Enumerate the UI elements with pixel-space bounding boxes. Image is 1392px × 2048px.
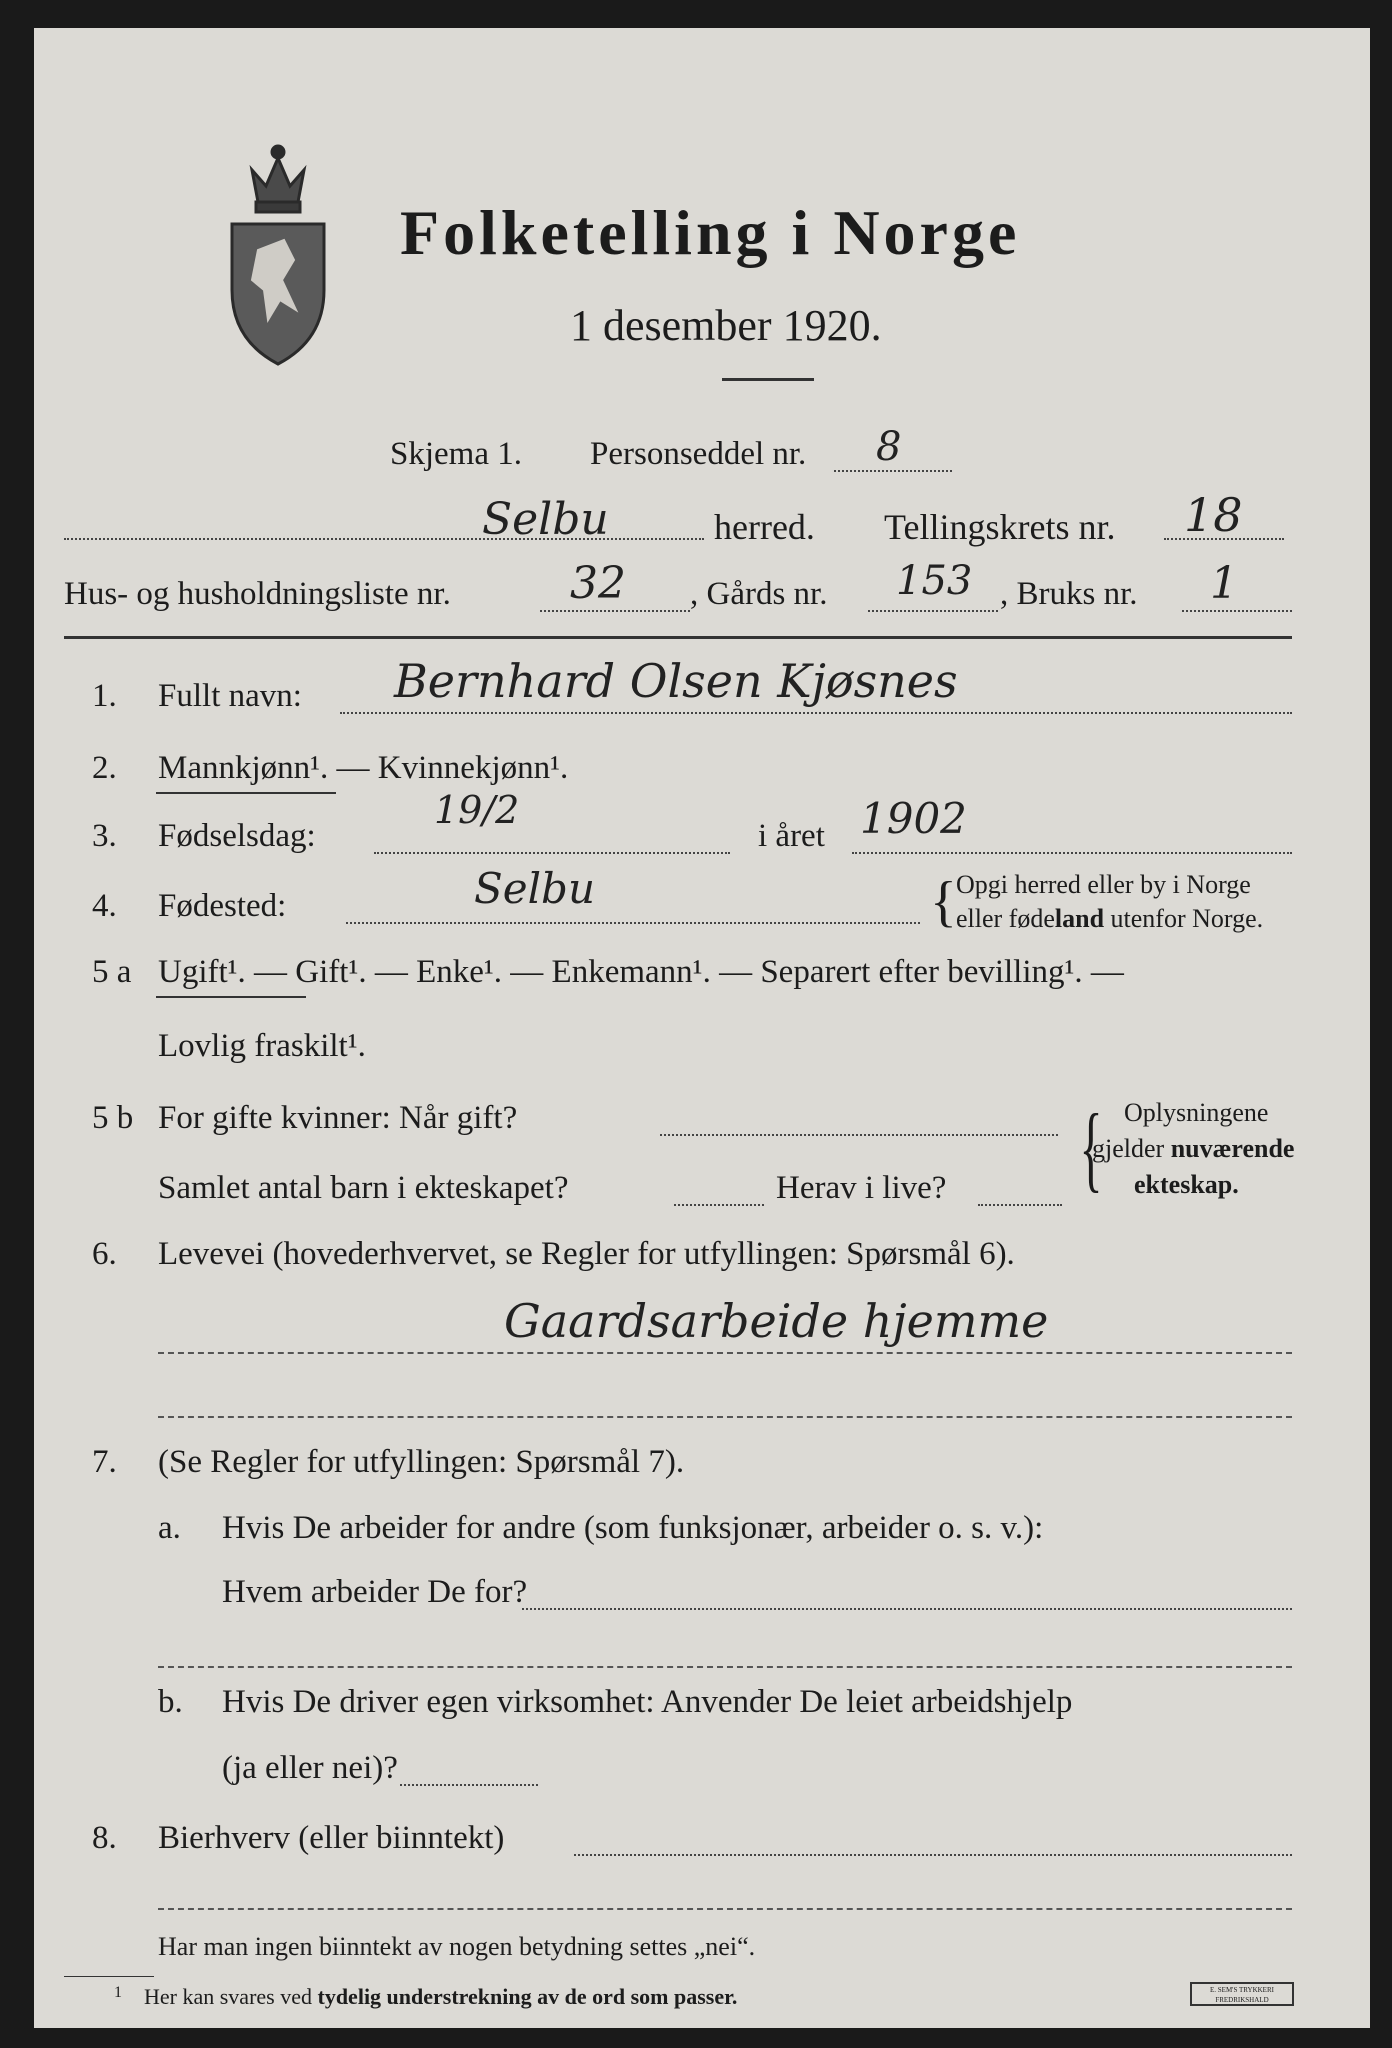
q6-line-1: [158, 1352, 1292, 1354]
q5b-alive-line: [978, 1204, 1062, 1206]
q3-year-label: i året: [758, 818, 825, 854]
footnote-text: Her kan svares ved tydelig understrekning av de ord som passer.: [144, 1984, 738, 2009]
q8-number: 8.: [92, 1820, 117, 1856]
q7a-line1: Hvis De arbeider for andre (som funksjonær, arbeider o. s. v.):: [222, 1510, 1044, 1546]
footnote-divider: [64, 1976, 154, 1977]
q7b-line2: (ja eller nei)?: [222, 1750, 398, 1786]
header-separator: [64, 636, 1292, 639]
coat-of-arms-icon: [224, 140, 332, 368]
q7b-answer-line: [400, 1784, 538, 1786]
q7b-letter: b.: [158, 1684, 183, 1720]
skjema-label: Skjema 1.: [390, 436, 522, 472]
q3-number: 3.: [92, 818, 117, 854]
q5a-line2: Lovlig fraskilt¹.: [158, 1028, 366, 1064]
q2-label: Mannkjønn¹. — Kvinnekjønn¹.: [158, 750, 569, 786]
herred-label: herred.: [714, 507, 815, 547]
q5b-children-label: Samlet antal barn i ekteskapet?: [158, 1170, 569, 1206]
q3-year-line: [852, 852, 1292, 854]
q7-number: 7.: [92, 1444, 117, 1480]
q5a-line1: Ugift¹. — Gift¹. — Enke¹. — Enkemann¹. — Separert efter bevilling¹. —: [158, 954, 1124, 990]
q3-label: Fødselsdag:: [158, 818, 316, 854]
form-title: Folketelling i Norge: [400, 197, 1021, 268]
q7a-letter: a.: [158, 1510, 181, 1546]
q5b-note-3: ekteskap.: [1134, 1170, 1239, 1199]
q4-number: 4.: [92, 888, 117, 924]
q5b-number: 5 b: [92, 1100, 134, 1136]
q5b-alive-label: Herav i live?: [776, 1170, 947, 1206]
q4-line: [346, 922, 920, 924]
q7b-line1: Hvis De driver egen virksomhet: Anvender De leiet arbeidshjelp: [222, 1684, 1073, 1720]
q6-line-2: [158, 1416, 1292, 1418]
q2-underline: [156, 792, 336, 794]
bruks-value[interactable]: 1: [1210, 558, 1238, 609]
q1-number: 1.: [92, 678, 117, 714]
gards-value[interactable]: 153: [896, 558, 973, 604]
gards-line: [868, 610, 998, 612]
tellingskrets-value[interactable]: 18: [1184, 488, 1243, 542]
q4-note-1: Opgi herred eller by i Norge: [956, 870, 1251, 899]
census-form: [34, 28, 1370, 2028]
q5b-when-line: [660, 1134, 1058, 1136]
hus-label: Hus- og husholdningsliste nr.: [64, 576, 451, 612]
q1-label: Fullt navn:: [158, 678, 302, 714]
q3-value[interactable]: 19/2: [434, 788, 520, 832]
bruks-label: , Bruks nr.: [1000, 576, 1138, 612]
q6-label: Levevei (hovederhvervet, se Regler for utfyllingen: Spørsmål 6).: [158, 1236, 1015, 1272]
personseddel-line: [834, 470, 952, 472]
q5a-number: 5 a: [92, 954, 132, 990]
q5b-children-line: [674, 1204, 764, 1206]
hus-value[interactable]: 32: [570, 558, 626, 609]
q1-value[interactable]: Bernhard Olsen Kjøsnes: [394, 654, 958, 708]
title-divider: [722, 378, 814, 381]
q8-label: Bierhverv (eller biinntekt): [158, 1820, 505, 1856]
q5b-note-2: gjelder nuværende: [1092, 1134, 1295, 1163]
q7a-line2: Hvem arbeider De for?: [222, 1574, 528, 1610]
q7a-extra-line: [158, 1666, 1292, 1668]
personseddel-label: Personseddel nr.: [590, 436, 807, 472]
q8-extra-line: [158, 1908, 1292, 1910]
q8-line: [574, 1854, 1292, 1856]
q5b-brace: {: [1079, 1094, 1103, 1201]
personseddel-value[interactable]: 8: [876, 424, 902, 470]
footer-note: Har man ingen biinntekt av nogen betydning settes „nei“.: [158, 1932, 756, 1961]
q3-year-value[interactable]: 1902: [860, 794, 967, 843]
q3-line: [374, 852, 730, 854]
bruks-line: [1182, 610, 1292, 612]
gards-label: , Gårds nr.: [690, 576, 828, 612]
footnote-number: 1: [114, 1984, 122, 2001]
hus-line: [540, 610, 690, 612]
printer-stamp: E. SEM'S TRYKKERI FREDRIKSHALD: [1190, 1982, 1294, 2006]
tellingskrets-label: Tellingskrets nr.: [884, 507, 1116, 547]
q4-label: Fødested:: [158, 888, 287, 924]
q4-value[interactable]: Selbu: [474, 864, 595, 913]
herred-value[interactable]: Selbu: [482, 494, 609, 545]
q4-brace: {: [930, 871, 957, 933]
q1-line: [340, 712, 1292, 714]
q5b-note-1: Oplysningene: [1124, 1098, 1269, 1127]
q5b-line1: For gifte kvinner: Når gift?: [158, 1100, 518, 1136]
q6-number: 6.: [92, 1236, 117, 1272]
q5a-underline: [156, 996, 306, 998]
q7a-employer-line: [522, 1608, 1292, 1610]
q4-note-2: eller fødeland utenfor Norge.: [956, 904, 1264, 933]
q7-label: (Se Regler for utfyllingen: Spørsmål 7).: [158, 1444, 685, 1480]
q6-value[interactable]: Gaardsarbeide hjemme: [504, 1294, 1049, 1348]
q2-number: 2.: [92, 750, 117, 786]
census-date: 1 desember 1920.: [570, 301, 882, 350]
